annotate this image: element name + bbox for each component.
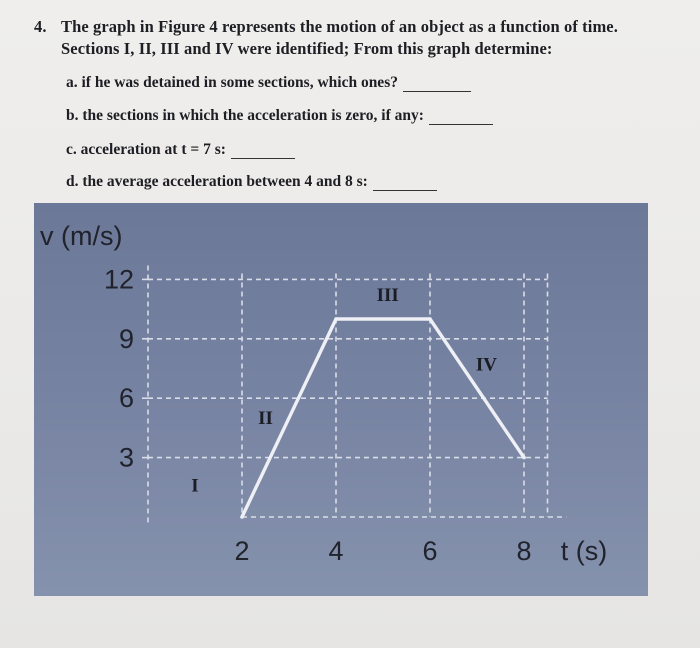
part-c — [66, 141, 295, 159]
x-tick-label-0: 2 — [234, 536, 250, 566]
section-label-III: III — [376, 285, 399, 307]
series-point-2 — [428, 317, 432, 321]
y-tick-label-2: 6 — [118, 383, 134, 414]
series-point-3 — [522, 456, 526, 460]
part-d-label: d. the average acceleration between 4 and 8 s: — [66, 173, 368, 190]
part-c-answer-blank[interactable] — [231, 156, 295, 159]
part-c-label: c. acceleration at t = 7 s: — [66, 141, 226, 158]
section-label-IV: IV — [475, 354, 497, 376]
velocity-time-chart — [34, 203, 648, 596]
series-point-0 — [240, 515, 244, 519]
part-a — [66, 74, 471, 92]
part-a-label: a. if he was detained in some sections, which ones? — [66, 74, 398, 91]
part-b-label: b. the sections in which the acceleration is zero, if any: — [66, 107, 424, 124]
section-label-I: I — [191, 475, 199, 497]
part-d-answer-blank[interactable] — [373, 188, 437, 191]
y-tick-label-3: 3 — [118, 442, 134, 473]
y-axis-label: v (m/s) — [40, 221, 123, 251]
part-a-answer-blank[interactable] — [403, 89, 471, 92]
y-tick-label-1: 9 — [118, 323, 134, 354]
x-tick-label-1: 4 — [328, 536, 344, 566]
part-b-answer-blank[interactable] — [429, 122, 493, 125]
question-text: The graph in Figure 4 represents the motion of an object as a function of time. Sections I, II, III and IV were identified; From this graph determine: — [61, 17, 618, 58]
part-d — [66, 173, 437, 191]
question-number: 4. — [34, 17, 47, 36]
section-label-II: II — [258, 407, 273, 429]
x-tick-label-2: 6 — [422, 536, 438, 566]
y-tick-label-0: 12 — [103, 264, 134, 295]
x-tick-label-3: 8 — [516, 536, 532, 566]
part-b — [66, 107, 493, 125]
x-axis-label: t (s) — [560, 536, 608, 566]
question-4 — [34, 16, 674, 60]
series-point-1 — [334, 317, 338, 321]
figure-4-graph — [34, 203, 648, 596]
